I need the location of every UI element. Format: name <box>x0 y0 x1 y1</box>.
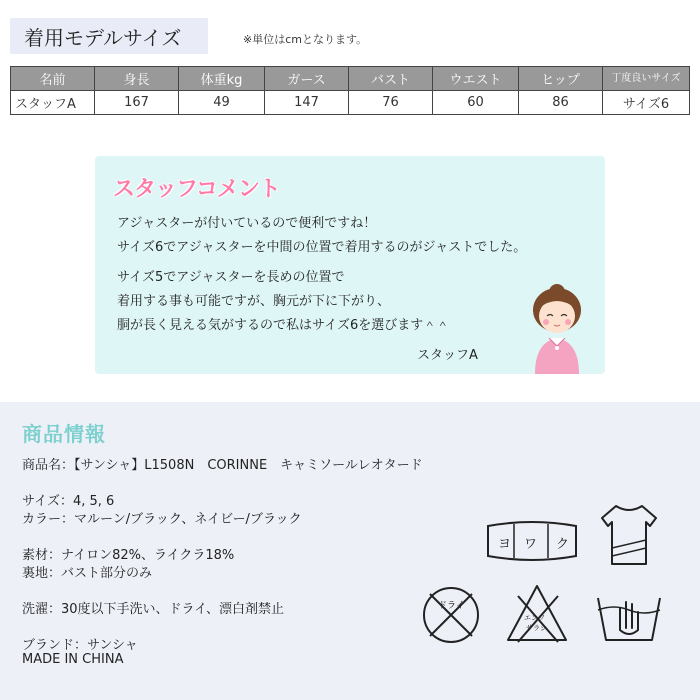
product-brand: ブランド：サンシャ <box>22 638 138 653</box>
col-header: 体重kg <box>179 67 265 91</box>
wring-gently-icon <box>484 520 580 562</box>
twist-label: ク <box>556 537 570 552</box>
staff-comment-title: スタッフコメント <box>113 177 280 202</box>
no-dry-clean-icon <box>420 584 482 646</box>
col-header: ヒップ <box>519 67 603 91</box>
staff-avatar-icon <box>527 284 587 374</box>
comment-line: アジャスターが付いているので便利ですね！ <box>117 216 377 231</box>
model-size-title: 着用モデルサイズ <box>10 18 208 54</box>
col-header: バスト <box>349 67 433 91</box>
table-cell: サイズ6 <box>603 91 690 115</box>
flat-dry-icon <box>596 500 662 570</box>
table-row <box>11 91 690 115</box>
staff-comment-box <box>95 156 605 374</box>
product-sizes: サイズ：4, 5, 6 <box>22 494 115 509</box>
dry-label: ドライ <box>438 601 465 611</box>
col-header: 名前 <box>11 67 95 91</box>
product-info-title: 商品情報 <box>22 422 106 446</box>
product-origin: MADE IN CHINA <box>22 652 124 667</box>
twist-label: ヨ <box>498 537 512 552</box>
product-material: 素材：ナイロン82%、ライクラ18% <box>22 548 235 563</box>
table-cell: 167 <box>95 91 179 115</box>
twist-label: ワ <box>524 537 538 552</box>
no-bleach-icon <box>504 582 570 646</box>
product-lining: 裏地：バスト部分のみ <box>22 566 153 581</box>
comment-line: サイズ5でアジャスターを長めの位置で <box>117 270 345 285</box>
bleach-label: サラシ <box>526 624 547 632</box>
comment-line: サイズ6でアジャスターを中間の位置で着用するのがジャストでした。 <box>117 240 527 255</box>
model-size-table <box>10 66 690 115</box>
col-header: 丁度良いサイズ <box>603 67 690 91</box>
table-cell: 49 <box>179 91 265 115</box>
unit-note: ※単位はcmとなります。 <box>243 33 368 46</box>
product-info-section <box>0 402 700 700</box>
hand-wash-icon <box>594 588 664 644</box>
comment-author: スタッフA <box>417 348 478 363</box>
col-header: 身長 <box>95 67 179 91</box>
table-header-row <box>11 67 690 91</box>
bleach-label: エンソ <box>524 614 545 622</box>
table-cell: 76 <box>349 91 433 115</box>
table-cell: 86 <box>519 91 603 115</box>
table-cell: 60 <box>433 91 519 115</box>
col-header: ウエスト <box>433 67 519 91</box>
product-name: 商品名：【サンシャ】L1508N CORINNE キャミソールレオタード <box>22 458 423 473</box>
col-header: ガース <box>265 67 349 91</box>
comment-line: 胴が長く見える気がするので私はサイズ6を選びます＾＾ <box>117 318 450 333</box>
comment-line: 着用する事も可能ですが、胸元が下に下がり、 <box>117 294 391 309</box>
table-cell: スタッフA <box>11 91 95 115</box>
product-colors: カラー：マルーン/ブラック、ネイビー/ブラック <box>22 512 302 527</box>
table-cell: 147 <box>265 91 349 115</box>
product-washing: 洗濯：30度以下手洗い、ドライ、漂白剤禁止 <box>22 602 284 617</box>
